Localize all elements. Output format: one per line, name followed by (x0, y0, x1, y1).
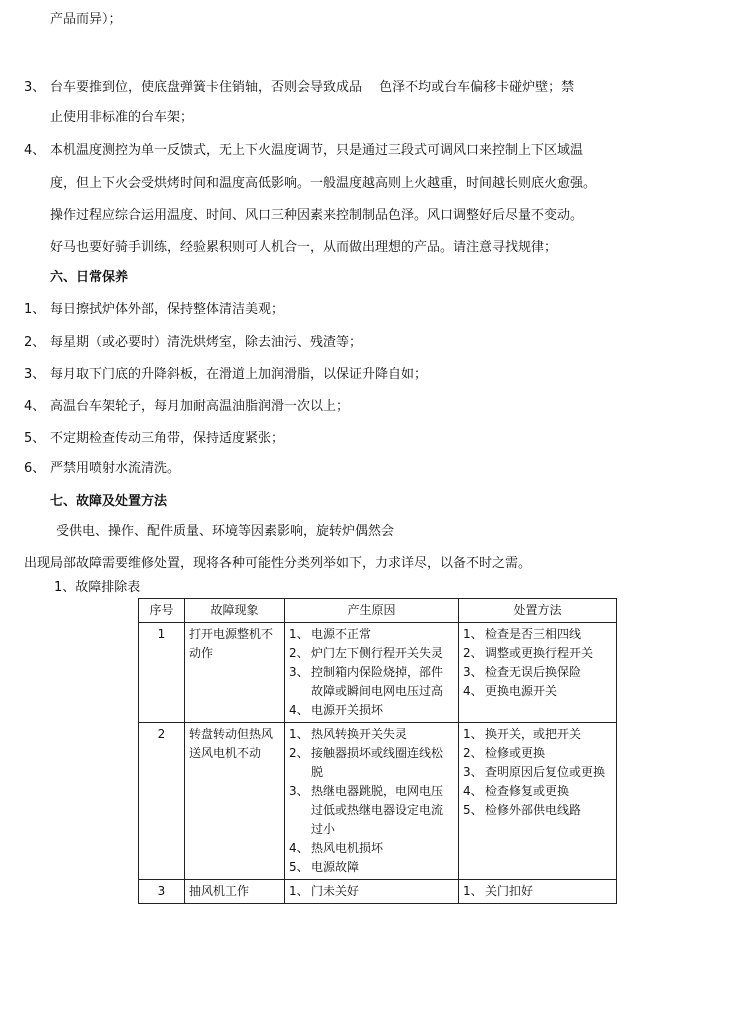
list-item (24, 399, 349, 415)
action-item: 1、 换开关，或把开关 (463, 727, 582, 741)
cause-cell (285, 623, 459, 723)
cause-item: 3、 热继电器跳脱，电网电压过低或热继电器设定电流过小 (289, 784, 444, 836)
cause-item: 4、 电源开关损坏 (289, 703, 384, 717)
list-item (24, 80, 574, 96)
table-row (139, 623, 617, 723)
cause-cell (285, 723, 459, 880)
item-number: 2、 (24, 335, 46, 350)
item-text: 好马也要好骑手训练，经验累积则可人机合一，从而做出理想的产品。请注意寻找规律； (50, 240, 558, 255)
item-number: 3、 (24, 80, 46, 95)
row-number: 3 (139, 880, 185, 904)
intro-tail-text: 产品而异）； (50, 12, 122, 27)
action-item: 3、 查明原因后复位或更换 (463, 765, 606, 779)
symptom-cell: 转盘转动但热风送风电机不动 (185, 723, 285, 880)
item-text: 严禁用喷射水流清洗。 (50, 461, 181, 476)
cause-item: 2、 接触器损坏或线圈连线松脱 (289, 746, 444, 779)
item-number: 6、 (24, 461, 46, 476)
row-number: 2 (139, 723, 185, 880)
action-item: 5、 检修外部供电线路 (463, 803, 582, 817)
fault-table (138, 598, 617, 904)
cause-item: 1、 门未关好 (289, 884, 360, 898)
table-row (139, 880, 617, 904)
action-item: 4、 更换电源开关 (463, 684, 558, 698)
symptom-cell: 打开电源整机不动作 (185, 623, 285, 723)
item-number: 4、 (24, 143, 46, 158)
list-item (24, 143, 583, 159)
action-cell (459, 623, 617, 723)
cause-item: 2、 炉门左下侧行程开关失灵 (289, 646, 444, 660)
item-text: 每月取下门底的升降斜板，在滑道上加润滑脂，以保证升降自如； (50, 367, 428, 382)
cause-item: 3、 控制箱内保险烧掉，部件故障或瞬间电网电压过高 (289, 665, 444, 698)
list-item (24, 431, 284, 447)
action-item: 4、 检查修复或更换 (463, 784, 570, 798)
action-item: 2、 检修或更换 (463, 746, 546, 760)
item-number: 3、 (24, 367, 46, 382)
item-text: 每日擦拭炉体外部，保持整体清洁美观； (50, 302, 285, 317)
section-heading: 七、故障及处置方法 (50, 494, 168, 509)
action-item: 1、 检查是否三相四线 (463, 627, 582, 641)
item-text: 台车要推到位，使底盘弹簧卡住销轴，否则会导致成品 色泽不均或台车偏移卡碰炉壁；禁 (50, 80, 575, 95)
cause-cell (285, 880, 459, 904)
table-row (139, 723, 617, 880)
header-no: 序号 (139, 599, 185, 623)
item-text: 操作过程应综合运用温度、时间、风口三种因素来控制制品色泽。风口调整好后尽量不变动。 (50, 208, 584, 223)
header-symptom: 故障现象 (185, 599, 285, 623)
cause-item: 4、 热风电机损坏 (289, 841, 384, 855)
action-item: 1、 关门扣好 (463, 884, 534, 898)
item-text: 高温台车架轮子，每月加耐高温油脂润滑一次以上； (50, 399, 350, 414)
item-number: 1、 (24, 302, 46, 317)
item-text: 度，但上下火会受烘烤时间和温度高低影响。一般温度越高则上火越重，时间越长则底火愈强。 (50, 176, 597, 191)
action-cell (459, 723, 617, 880)
header-action: 处置方法 (459, 599, 617, 623)
row-number: 1 (139, 623, 185, 723)
header-cause: 产生原因 (285, 599, 459, 623)
paragraph-line: 出现局部故障需要维修处置，现将各种可能性分类列举如下，力求详尽，以备不时之需。 (24, 556, 532, 571)
cause-item: 1、 热风转换开关失灵 (289, 727, 408, 741)
table-header-row (139, 599, 617, 623)
list-item (24, 302, 284, 318)
item-number: 5、 (24, 431, 46, 446)
item-text: 止使用非标准的台车架； (50, 110, 194, 125)
cause-item: 5、 电源故障 (289, 860, 360, 874)
cause-item: 1、 电源不正常 (289, 627, 372, 641)
action-item: 2、 调整或更换行程开关 (463, 646, 594, 660)
symptom-cell: 抽风机工作 (185, 880, 285, 904)
item-number: 4、 (24, 399, 46, 414)
list-item (24, 367, 427, 383)
item-text: 不定期检查传动三角带，保持适度紧张； (50, 431, 285, 446)
table-caption: 1、故障排除表 (54, 580, 141, 595)
section-heading: 六、日常保养 (50, 270, 129, 285)
list-item (24, 335, 362, 351)
action-cell (459, 880, 617, 904)
item-text: 每星期（或必要时）清洗烘烤室，除去油污、残渣等； (50, 335, 363, 350)
item-text: 本机温度测控为单一反馈式，无上下火温度调节，只是通过三段式可调风口来控制上下区域温 (50, 143, 584, 158)
action-item: 3、 检查无误后换保险 (463, 665, 582, 679)
paragraph-line: 受供电、操作、配件质量、环境等因素影响，旋转炉偶然会 (56, 524, 395, 539)
list-item (24, 461, 180, 477)
